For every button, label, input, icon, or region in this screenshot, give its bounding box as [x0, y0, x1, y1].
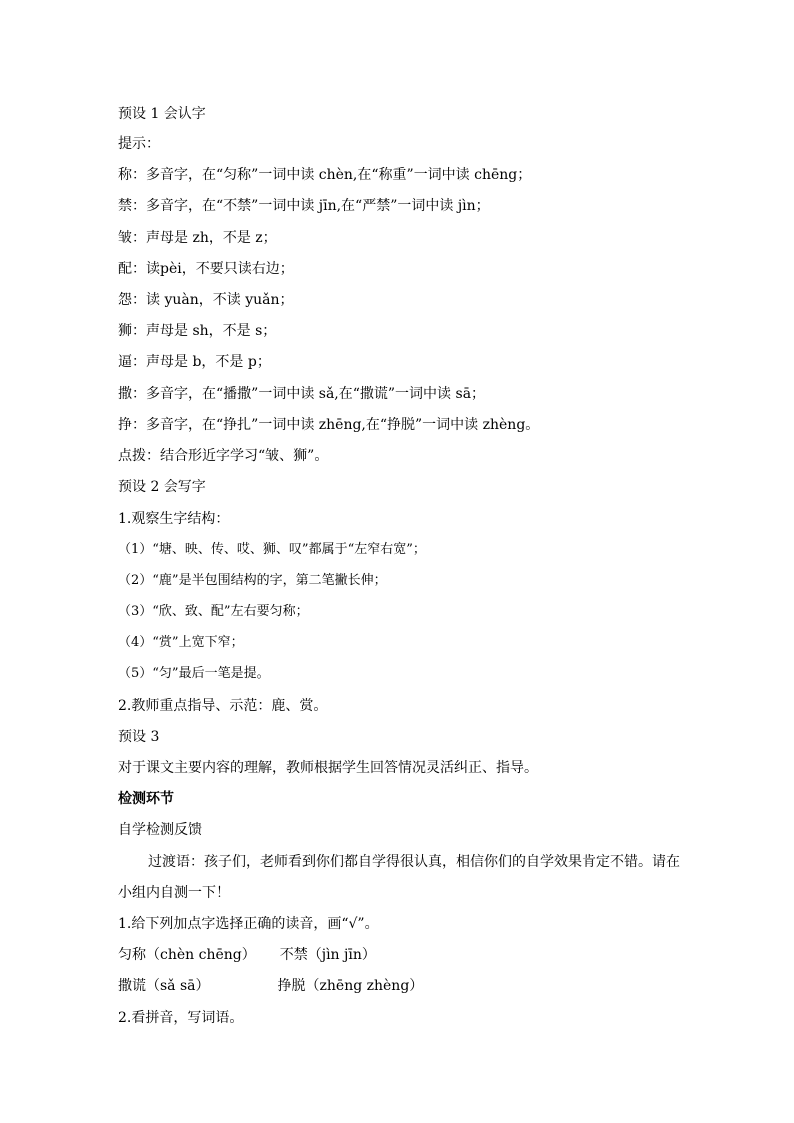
option-zhengtuo: 挣脱（zhēng zhèng） — [277, 978, 424, 994]
transition-text: 过渡语：孩子们，老师看到你们都自学得很认真，相信你们的自学效果肯定不错。请在 — [148, 854, 680, 870]
note-pei: 配：读pèi，不要只读右边； — [118, 261, 294, 277]
exercise-1-row-2 — [118, 977, 423, 995]
hint-label: 提示： — [118, 136, 160, 152]
exercise-2-title: 2.看拼音，写词语。 — [118, 1010, 244, 1026]
structure-item-2: （2）“鹿”是半包围结构的字，第二笔撇长伸； — [118, 573, 387, 588]
note-bi: 逼：声母是 b，不是 p； — [118, 354, 271, 370]
option-yunchen: 匀称（chèn chēng） — [118, 947, 256, 963]
section-heading-check: 检测环节 — [118, 791, 174, 807]
note-zhou: 皱：声母是 zh，不是 z； — [118, 230, 277, 246]
heading-preset-3: 预设 3 — [118, 729, 160, 745]
heading-preset-2: 预设 2 会写字 — [118, 479, 206, 495]
structure-item-3: （3）“欣、致、配”左右要匀称； — [118, 604, 309, 619]
note-cheng: 称：多音字，在“匀称”一词中读 chèn,在“称重”一词中读 chēng； — [118, 167, 532, 183]
structure-intro: 1.观察生字结构： — [118, 511, 230, 527]
preset-3-text: 对于课文主要内容的理解，教师根据学生回答情况灵活纠正、指导。 — [118, 760, 538, 776]
note-yuan: 怨：读 yuàn，不读 yuǎn； — [118, 292, 294, 308]
self-check-title: 自学检测反馈 — [118, 822, 202, 838]
structure-item-4: （4）“赏”上宽下窄； — [118, 635, 244, 650]
teacher-guidance: 2.教师重点指导、示范：鹿、赏。 — [118, 698, 328, 714]
heading-preset-1: 预设 1 会认字 — [118, 106, 206, 122]
note-shi: 狮：声母是 sh，不是 s； — [118, 323, 277, 339]
transition-text-cont: 小组内自测一下！ — [118, 885, 230, 901]
structure-item-1: （1）“塘、映、传、哎、狮、叹”都属于“左窄右宽”； — [118, 542, 426, 557]
note-sa: 撒：多音字，在“播撒”一词中读 sǎ,在“撒谎”一词中读 sā； — [118, 386, 486, 402]
tip-line: 点拨：结合形近字学习“皱、狮”。 — [118, 448, 329, 464]
exercise-1-row-1 — [118, 946, 376, 964]
note-zheng: 挣：多音字，在“挣扎”一词中读 zhēng,在“挣脱”一词中读 zhèng。 — [118, 417, 540, 433]
exercise-1-title: 1.给下列加点字选择正确的读音，画“√”。 — [118, 916, 379, 932]
option-sahuang: 撒谎（sǎ sā） — [118, 978, 210, 994]
note-jin: 禁：多音字，在“不禁”一词中读 jīn,在“严禁”一词中读 jìn； — [118, 198, 490, 214]
option-bujin: 不禁（jìn jīn） — [279, 947, 376, 963]
structure-item-5: （5）“匀”最后一笔是提。 — [118, 666, 270, 681]
